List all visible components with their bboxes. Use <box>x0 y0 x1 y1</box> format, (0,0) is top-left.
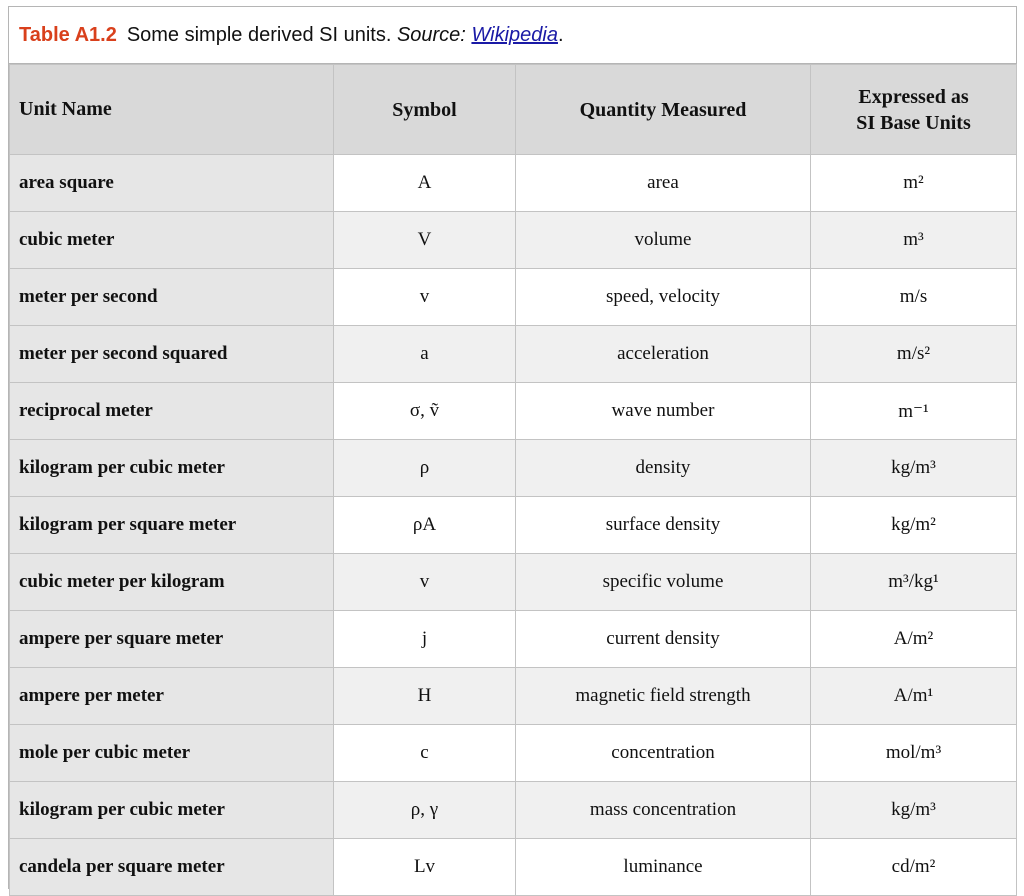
unit-name-cell: cubic meter <box>10 212 334 269</box>
unit-name-cell: cubic meter per kilogram <box>10 554 334 611</box>
unit-name-cell: mole per cubic meter <box>10 725 334 782</box>
unit-name-cell: candela per square meter <box>10 839 334 896</box>
base-units-cell: cd/m² <box>811 839 1017 896</box>
quantity-cell: luminance <box>516 839 811 896</box>
symbol-cell: Lv <box>334 839 516 896</box>
quantity-cell: surface density <box>516 497 811 554</box>
table-row <box>10 269 1017 326</box>
source-label: Source: <box>396 23 466 46</box>
header-base-units <box>811 65 1017 155</box>
table-row <box>10 383 1017 440</box>
caption-end: . <box>557 23 564 46</box>
caption-text: Some simple derived SI units. <box>126 23 392 46</box>
source-link[interactable]: Wikipedia <box>471 23 558 46</box>
table-row <box>10 326 1017 383</box>
quantity-cell: density <box>516 440 811 497</box>
quantity-cell: volume <box>516 212 811 269</box>
quantity-cell: mass concentration <box>516 782 811 839</box>
base-units-cell: m³/kg¹ <box>811 554 1017 611</box>
quantity-cell: current density <box>516 611 811 668</box>
table-row <box>10 440 1017 497</box>
symbol-cell: ρ, γ <box>334 782 516 839</box>
unit-name-cell: meter per second <box>10 269 334 326</box>
si-units-table <box>9 64 1017 896</box>
table-row <box>10 839 1017 896</box>
base-units-cell: mol/m³ <box>811 725 1017 782</box>
symbol-cell: V <box>334 212 516 269</box>
quantity-cell: wave number <box>516 383 811 440</box>
table-frame <box>8 6 1017 889</box>
table-row <box>10 554 1017 611</box>
table-row <box>10 782 1017 839</box>
symbol-cell: ρA <box>334 497 516 554</box>
table-row <box>10 497 1017 554</box>
symbol-cell: H <box>334 668 516 725</box>
unit-name-cell: ampere per square meter <box>10 611 334 668</box>
unit-name-cell: meter per second squared <box>10 326 334 383</box>
unit-name-cell: kilogram per cubic meter <box>10 782 334 839</box>
header-base-line2: SI Base Units <box>856 111 971 134</box>
symbol-cell: j <box>334 611 516 668</box>
symbol-cell: A <box>334 155 516 212</box>
table-row <box>10 725 1017 782</box>
quantity-cell: magnetic field strength <box>516 668 811 725</box>
header-quantity: Quantity Measured <box>516 65 811 155</box>
base-units-cell: m/s <box>811 269 1017 326</box>
symbol-cell: c <box>334 725 516 782</box>
symbol-cell: ρ <box>334 440 516 497</box>
base-units-cell: m/s² <box>811 326 1017 383</box>
unit-name-cell: ampere per meter <box>10 668 334 725</box>
table-row <box>10 155 1017 212</box>
symbol-cell: v <box>334 554 516 611</box>
quantity-cell: speed, velocity <box>516 269 811 326</box>
symbol-cell: v <box>334 269 516 326</box>
base-units-cell: m⁻¹ <box>811 383 1017 440</box>
base-units-cell: A/m¹ <box>811 668 1017 725</box>
table-label: Table A1.2 <box>19 23 117 46</box>
base-units-cell: A/m² <box>811 611 1017 668</box>
unit-name-cell: kilogram per square meter <box>10 497 334 554</box>
unit-name-cell: kilogram per cubic meter <box>10 440 334 497</box>
symbol-cell: σ, ṽ <box>334 383 516 440</box>
quantity-cell: acceleration <box>516 326 811 383</box>
unit-name-cell: reciprocal meter <box>10 383 334 440</box>
quantity-cell: concentration <box>516 725 811 782</box>
base-units-cell: kg/m³ <box>811 440 1017 497</box>
base-units-cell: m² <box>811 155 1017 212</box>
quantity-cell: area <box>516 155 811 212</box>
table-row <box>10 668 1017 725</box>
table-row <box>10 611 1017 668</box>
header-symbol: Symbol <box>334 65 516 155</box>
table-caption <box>9 7 1016 64</box>
header-unit-name: Unit Name <box>10 65 334 155</box>
base-units-cell: kg/m² <box>811 497 1017 554</box>
header-row <box>10 65 1017 155</box>
base-units-cell: kg/m³ <box>811 782 1017 839</box>
table-row <box>10 212 1017 269</box>
quantity-cell: specific volume <box>516 554 811 611</box>
header-base-line1: Expressed as <box>858 85 969 108</box>
base-units-cell: m³ <box>811 212 1017 269</box>
unit-name-cell: area square <box>10 155 334 212</box>
symbol-cell: a <box>334 326 516 383</box>
